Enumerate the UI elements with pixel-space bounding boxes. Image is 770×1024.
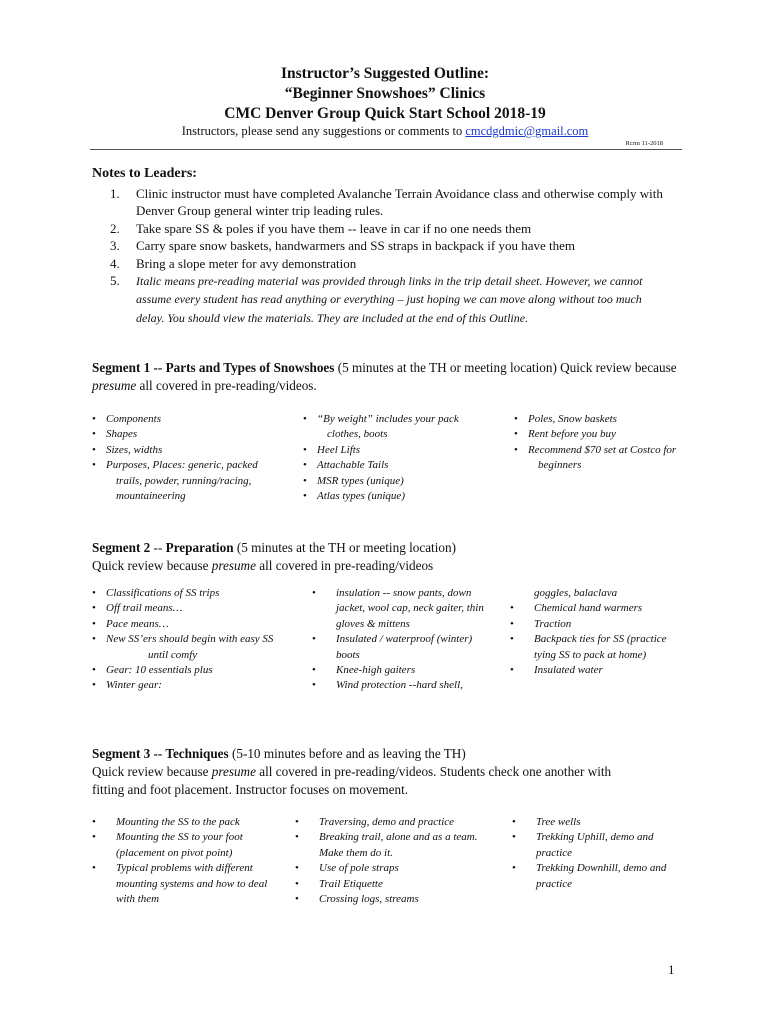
list-item: • Mounting the SS to your foot [92, 830, 292, 845]
email-link[interactable]: cmcdgdmic@gmail.com [465, 124, 589, 138]
segment-2-col-3 [510, 586, 700, 678]
segment-2-title2: Preparation [165, 540, 234, 555]
note-item [110, 255, 670, 272]
list-item: • Off trail means… [92, 601, 292, 616]
list-item: • Gear: 10 essentials plus [92, 663, 292, 678]
list-item: with them [116, 893, 160, 906]
segment-3-title: Segment 3 -- Techniques [92, 746, 229, 761]
segment-1-detail2: all covered in pre-reading/videos. [136, 378, 317, 393]
segment-1-col-2 [303, 412, 493, 504]
list-item: • Insulated water [510, 663, 700, 678]
note-number: 4. [110, 255, 120, 271]
note-text: Carry spare snow baskets, handwarmers and SS straps in backpack if you have them [136, 238, 575, 254]
list-item: jacket, wool cap, neck gaiter, thin [336, 602, 484, 615]
list-item: goggles, balaclava [534, 587, 618, 599]
revision-label: Rcrm 11-2018 [625, 140, 663, 147]
list-item: • Typical problems with different [92, 861, 292, 876]
subtitle-text: Instructors, please send any suggestions or comments to [181, 124, 466, 138]
list-item: • Atlas types (unique) [303, 489, 493, 504]
list-item: • Knee-high gaiters [312, 663, 502, 678]
segment-1-title: Segment 1 -- Parts and Types of Snowshoes [92, 360, 335, 375]
segment-2-line2a: Quick review because [92, 558, 212, 573]
segment-2-title: Segment 2 [92, 540, 151, 555]
note-number: 5. [110, 273, 120, 289]
subtitle [0, 124, 770, 139]
list-item: • Crossing logs, streams [295, 892, 505, 907]
notes-list [110, 185, 670, 327]
list-item: • Backpack ties for SS (practice [510, 632, 700, 647]
list-item: • Winter gear: [92, 678, 292, 693]
segment-1-heading [92, 359, 682, 395]
list-item: • Wind protection --hard shell, [312, 678, 502, 693]
list-item: • insulation -- snow pants, down [312, 586, 502, 601]
list-item: • MSR types (unique) [303, 474, 493, 489]
list-item: boots [336, 648, 360, 661]
segment-3-line2a: Quick review because [92, 764, 212, 779]
list-item: • Shapes [92, 427, 282, 442]
segment-2-detail: (5 minutes at the TH or meeting location) [233, 540, 456, 555]
segment-1-presume: presume [92, 378, 137, 393]
segment-1-col-1 [92, 412, 282, 504]
segment-2-col-2 [312, 586, 502, 694]
list-item: • Traction [510, 617, 700, 632]
list-item: practice [536, 846, 573, 859]
segment-3-col-1 [92, 815, 292, 907]
list-item: • Pace means… [92, 617, 292, 632]
list-item: • New SS’ers should begin with easy SS [92, 632, 292, 647]
note-item [110, 220, 670, 237]
note-text: Take spare SS & poles if you have them -- leave in car if no one needs them [136, 220, 532, 236]
list-item: (placement on pivot point) [116, 846, 233, 859]
header-divider [90, 149, 682, 150]
list-item: • Purposes, Places: generic, packed [92, 458, 282, 473]
list-item: • Traversing, demo and practice [295, 815, 505, 830]
list-item: practice [536, 877, 573, 890]
list-item: • Classifications of SS trips [92, 586, 292, 601]
note-item [110, 237, 670, 254]
note-number: 1. [110, 186, 120, 201]
list-item: tying SS to pack at home) [534, 648, 647, 661]
title-line-3: CMC Denver Group Quick Start School 2018-19 [224, 105, 546, 122]
note-item [110, 272, 670, 327]
list-item: beginners [538, 459, 582, 472]
list-item: mounting systems and how to deal [116, 877, 268, 890]
list-item: gloves & mittens [336, 617, 410, 630]
segment-2-col-1 [92, 586, 292, 694]
note-text: Italic means pre-reading material was provided through links in the trip detail sheet. However, we cannot assume every student has read anything or everything – just hoping we can move along without too much delay. You should view the materials. They are included at the end of this Outline. [136, 274, 643, 325]
note-item [110, 185, 670, 220]
list-item: • Chemical hand warmers [510, 601, 700, 616]
list-item: trails, powder, running/racing, [116, 474, 252, 487]
list-item: mountaineering [116, 490, 186, 503]
list-item: • Trekking Uphill, demo and [512, 830, 702, 845]
list-item: • Components [92, 412, 282, 427]
list-item: • Rent before you buy [514, 427, 694, 442]
segment-2-dash: -- [150, 540, 166, 555]
list-item: • “By weight” includes your pack [303, 412, 493, 427]
segment-3-col-2 [295, 815, 505, 907]
page-number: 1 [668, 962, 675, 977]
list-item: • Recommend $70 set at Costco for [514, 443, 694, 458]
title-line-2: “Beginner Snowshoes” Clinics [284, 85, 486, 102]
list-item: • Sizes, widths [92, 443, 282, 458]
list-item: clothes, boots [327, 428, 388, 441]
list-item: • Use of pole straps [295, 861, 505, 876]
note-text: Clinic instructor must have completed Avalanche Terrain Avoidance class and otherwise comply with Denver Group general winter trip leading rules. [136, 186, 663, 219]
segment-1-detail: (5 minutes at the TH or meeting location) Quick review because [334, 360, 677, 375]
notes-heading: Notes to Leaders: [92, 166, 197, 181]
segment-2-heading [92, 539, 682, 557]
note-number: 3. [110, 238, 120, 254]
segment-3-line-2 [92, 763, 682, 781]
list-item: • Poles, Snow baskets [514, 412, 694, 427]
note-text: Bring a slope meter for avy demonstration [136, 255, 357, 271]
segment-2-line2b: all covered in pre-reading/videos [255, 558, 434, 573]
list-item: • Mounting the SS to the pack [92, 815, 292, 830]
segment-3-col-3 [512, 815, 702, 892]
list-item: • Trail Etiquette [295, 877, 505, 892]
list-item: until comfy [148, 648, 198, 661]
segment-3-line2b: all covered in pre-reading/videos. Students check one another with [255, 764, 612, 779]
segment-3-presume: presume [211, 764, 256, 779]
list-item: • Trekking Downhill, demo and [512, 861, 702, 876]
segment-3-heading [92, 745, 682, 763]
list-item: • Heel Lifts [303, 443, 493, 458]
list-item: • Breaking trail, alone and as a team. [295, 830, 505, 845]
list-item: Make them do it. [319, 846, 393, 859]
list-item: • Insulated / waterproof (winter) [312, 632, 502, 647]
segment-3-detail: (5-10 minutes before and as leaving the TH) [228, 746, 466, 761]
segment-2-line-2 [92, 557, 682, 575]
segment-1-col-3 [514, 412, 694, 474]
title-line-1: Instructor’s Suggested Outline: [280, 65, 490, 82]
segment-3-line-3: fitting and foot placement. Instructor focuses on movement. [92, 782, 409, 797]
list-item: • Attachable Tails [303, 458, 493, 473]
list-item: • Tree wells [512, 815, 702, 830]
segment-2-presume: presume [211, 558, 256, 573]
note-number: 2. [110, 220, 120, 236]
